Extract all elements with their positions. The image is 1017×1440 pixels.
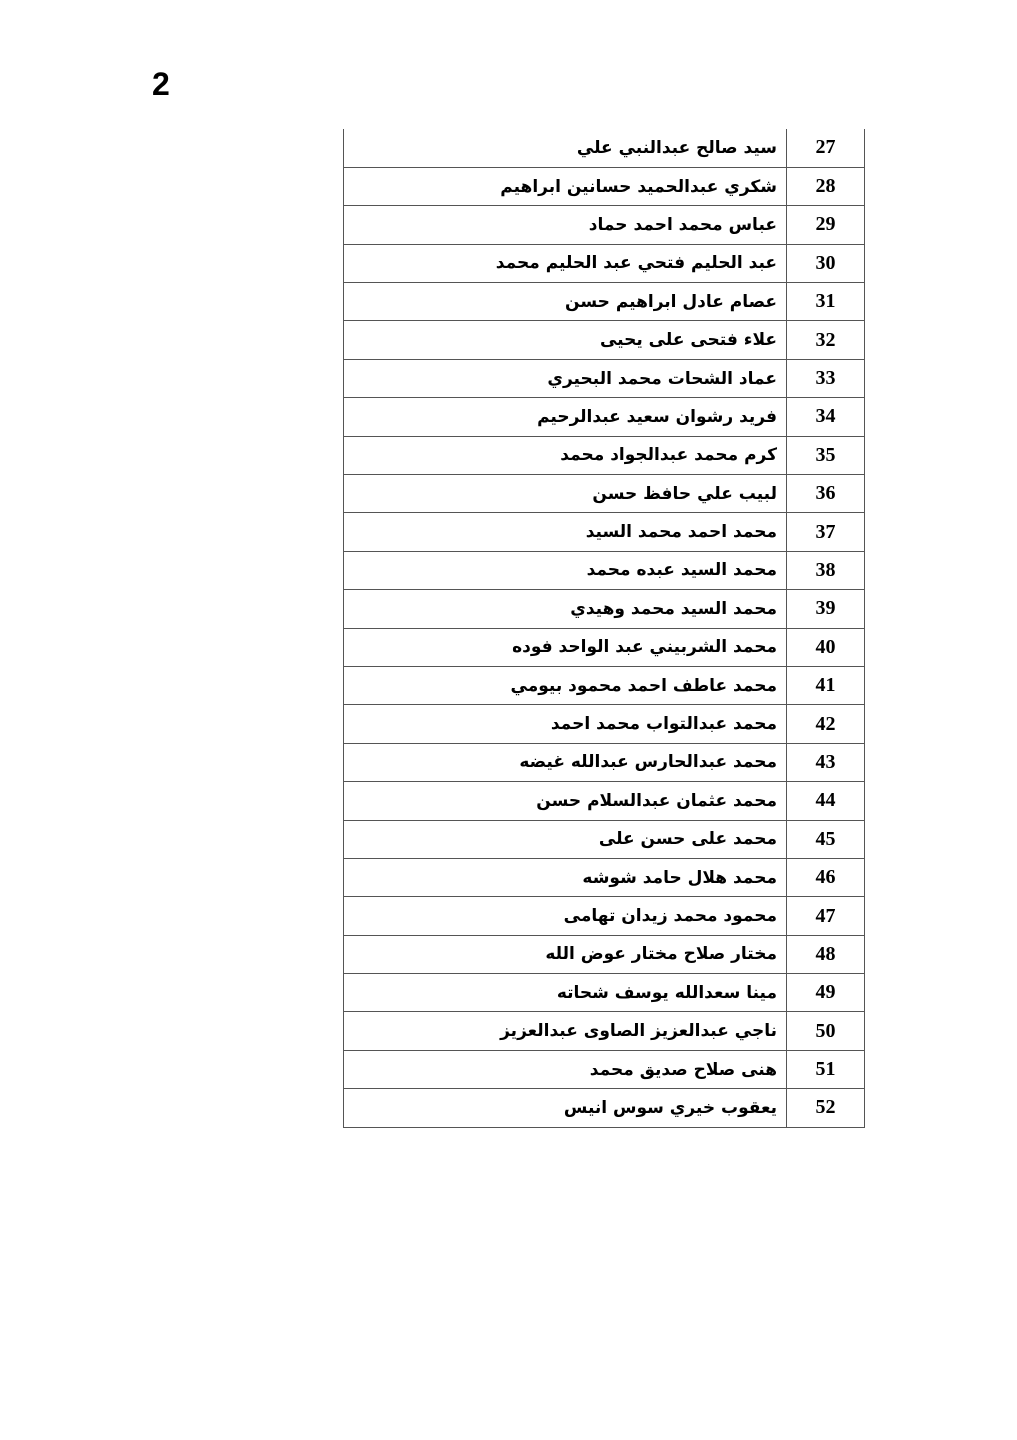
row-number: 52 <box>787 1089 865 1127</box>
row-number: 49 <box>787 974 865 1012</box>
table-row <box>344 244 865 282</box>
row-name: محمد عثمان عبدالسلام حسن <box>344 782 787 820</box>
table-row <box>344 858 865 896</box>
page-number: 2 <box>152 66 170 102</box>
table-row <box>344 513 865 551</box>
row-number: 50 <box>787 1012 865 1050</box>
row-number: 33 <box>787 359 865 397</box>
row-name: محمد السيد عبده محمد <box>344 551 787 589</box>
row-number: 29 <box>787 206 865 244</box>
row-number: 32 <box>787 321 865 359</box>
row-number: 44 <box>787 782 865 820</box>
table-row <box>344 359 865 397</box>
table-row <box>344 974 865 1012</box>
table-row <box>344 283 865 321</box>
row-name: يعقوب خيري سوس انيس <box>344 1089 787 1127</box>
row-name: محمد السيد محمد وهيدي <box>344 590 787 628</box>
row-name: محمد هلال حامد شوشه <box>344 858 787 896</box>
row-number: 51 <box>787 1050 865 1088</box>
row-number: 30 <box>787 244 865 282</box>
table-row <box>344 206 865 244</box>
row-name: عماد الشحات محمد البحيري <box>344 359 787 397</box>
row-number: 31 <box>787 283 865 321</box>
row-name: محمد الشربيني عبد الواحد فوده <box>344 628 787 666</box>
table-row <box>344 167 865 205</box>
row-name: عصام عادل ابراهيم حسن <box>344 283 787 321</box>
row-number: 39 <box>787 590 865 628</box>
row-number: 46 <box>787 858 865 896</box>
row-number: 34 <box>787 398 865 436</box>
row-name: محمد عبدالحارس عبدالله غيضه <box>344 743 787 781</box>
row-number: 28 <box>787 167 865 205</box>
table-row <box>344 129 865 167</box>
table-row <box>344 1012 865 1050</box>
table-row <box>344 666 865 704</box>
row-number: 36 <box>787 475 865 513</box>
row-number: 38 <box>787 551 865 589</box>
row-name: عبد الحليم فتحي عبد الحليم محمد <box>344 244 787 282</box>
table-row <box>344 820 865 858</box>
table-row <box>344 743 865 781</box>
table-row <box>344 398 865 436</box>
row-name: محمد عاطف احمد محمود بيومي <box>344 666 787 704</box>
table-row <box>344 551 865 589</box>
table-row <box>344 705 865 743</box>
row-number: 47 <box>787 897 865 935</box>
row-name: مختار صلاح مختار عوض الله <box>344 935 787 973</box>
row-name: محمود محمد زيدان تهامى <box>344 897 787 935</box>
row-number: 43 <box>787 743 865 781</box>
row-number: 42 <box>787 705 865 743</box>
table-row <box>344 935 865 973</box>
row-name: كرم محمد عبدالجواد محمد <box>344 436 787 474</box>
table-row <box>344 321 865 359</box>
row-name: محمد على حسن على <box>344 820 787 858</box>
table-row <box>344 1089 865 1127</box>
row-name: فريد رشوان سعيد عبدالرحيم <box>344 398 787 436</box>
row-name: سيد صالح عبدالنبي علي <box>344 129 787 167</box>
table-row <box>344 590 865 628</box>
row-number: 45 <box>787 820 865 858</box>
row-name: عباس محمد احمد حماد <box>344 206 787 244</box>
table-row <box>344 475 865 513</box>
row-number: 41 <box>787 666 865 704</box>
row-name: ناجي عبدالعزيز الصاوى عبدالعزيز <box>344 1012 787 1050</box>
table-row <box>344 897 865 935</box>
names-table <box>343 129 865 1128</box>
row-name: هنى صلاح صديق محمد <box>344 1050 787 1088</box>
row-name: شكري عبدالحميد حسانين ابراهيم <box>344 167 787 205</box>
row-name: محمد احمد محمد السيد <box>344 513 787 551</box>
table-row <box>344 436 865 474</box>
row-name: مينا سعدالله يوسف شحاته <box>344 974 787 1012</box>
row-name: لبيب علي حافظ حسن <box>344 475 787 513</box>
row-number: 48 <box>787 935 865 973</box>
row-number: 27 <box>787 129 865 167</box>
row-number: 37 <box>787 513 865 551</box>
row-name: محمد عبدالتواب محمد احمد <box>344 705 787 743</box>
row-number: 40 <box>787 628 865 666</box>
row-name: علاء فتحى على يحيى <box>344 321 787 359</box>
table-row <box>344 628 865 666</box>
table-body <box>344 129 865 1127</box>
table-row <box>344 782 865 820</box>
table-row <box>344 1050 865 1088</box>
row-number: 35 <box>787 436 865 474</box>
